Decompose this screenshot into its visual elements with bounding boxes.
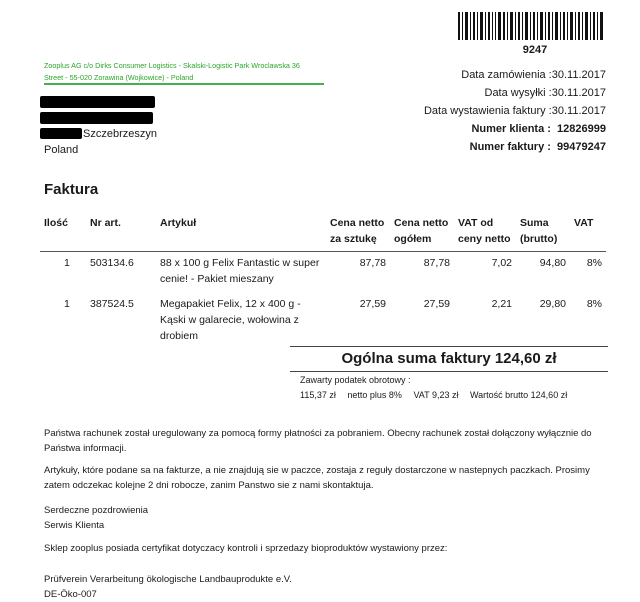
row-total-net: 27,59 [423,298,450,310]
invoice-items-table [40,212,606,350]
col-vat-amount [454,212,516,252]
sender-line-1: Zooplus AG c/o Dirks Consumer Logistics - Skalski-Logistic Park Wroclawska 36 [44,61,300,70]
invoice-number-row [470,141,606,153]
invoice-date-label: Data wystawienia faktury : [423,105,552,117]
redacted-street [40,112,153,124]
col-sum [516,212,570,252]
ship-date-label: Data wysyłki : [484,87,552,99]
total-bottom-rule [290,371,608,372]
tax-net: 115,37 zł [300,390,336,400]
tax-vat: VAT 9,23 zł [413,390,459,400]
document-title: Faktura [44,181,99,198]
barcode [458,12,604,40]
row-article: Megapakiet Felix, 12 x 400 g - Kąski w galarecie, wołowina z drobiem [160,298,301,342]
row-sum: 29,80 [539,298,566,310]
col-vat-rate: VAT [574,217,594,229]
col-total-net-line1: Cena netto [394,217,449,229]
order-date-label: Data zamówienia : [461,69,552,81]
invoice-date-row [424,105,606,117]
tax-label: Zawarty podatek obrotowy : [300,375,411,385]
certifier [44,572,604,602]
recipient-country: Poland [44,144,79,156]
table-header-row [40,212,606,252]
col-total-net-line2: ogółem [394,233,432,245]
tax-gross: Wartość brutto 124,60 zł [469,390,568,400]
order-date-row [461,69,606,81]
row-sum: 94,80 [539,257,566,269]
ship-date: 30.11.2017 [551,87,606,99]
col-article: Artykuł [160,217,197,229]
row-vat-amount: 2,21 [491,298,512,310]
sender-address [44,60,334,83]
customer-number: 12826999 [557,123,606,135]
invoice-date: 30.11.2017 [551,105,606,117]
sender-divider [44,83,324,85]
certificate-note: Sklep zooplus posiada certyfikat dotyczacy kontroli i sprzedazy bioproduktów wystawiony przez: [44,543,448,554]
certifier-name: Prüfverein Verarbeitung ökologische Landbauprodukte e.V. [44,574,292,585]
invoice-number-label: Numer faktury : [469,141,551,153]
col-sum-line1: Suma [520,217,549,229]
row-vat-rate: 8% [586,257,602,269]
col-unit-net [326,212,390,252]
greeting-line-1: Serdeczne pozdrowienia [44,505,149,516]
order-date: 30.11.2017 [551,69,606,81]
row-total-net: 87,78 [423,257,450,269]
delivery-note: Artykuły, które podane sa na fakturze, a nie znajdują sie w paczce, zostaja z reguły dostarczone w nastepnych paczkach. Prosimy zatem odczekac kolejne 2 dni robocze, zanim Panstwo sie z nami skontaktuja. [44,465,590,491]
recipient-city: Szczebrzeszyn [83,128,157,140]
col-vat-amount-line2: ceny netto [458,233,511,245]
col-unit-net-line1: Cena netto [330,217,385,229]
redacted-name [40,96,155,108]
col-total-net [390,212,454,252]
table-row [40,293,606,350]
col-vat-amount-line1: VAT od [458,217,494,229]
barcode-number: 9247 [522,44,548,56]
customer-number-row [471,123,606,135]
row-unit-net: 27,59 [359,298,386,310]
payment-note: Państwa rachunek został uregulowany za pomocą formy płatności za pobraniem. Obecny rachunek został dołączony wyłącznie do Państwa informacji. [44,428,592,454]
row-article: 88 x 100 g Felix Fantastic w super cenie! - Pakiet mieszany [160,257,320,285]
tax-net-plus: netto plus 8% [347,390,402,400]
col-sum-line2: (brutto) [520,233,558,245]
row-unit-net: 87,78 [359,257,386,269]
col-art-no: Nr art. [90,217,121,229]
certifier-code: DE-Öko-007 [44,589,97,600]
redacted-postcode [40,128,82,139]
invoice-total: Ogólna suma faktury 124,60 zł [341,350,557,367]
sender-line-2: Street - 55-020 Zorawina (Wojkowice) - Poland [44,72,194,82]
tax-breakdown [300,390,576,400]
greeting-line-2: Serwis Klienta [44,520,105,531]
col-unit-net-line2: za sztukę [330,233,377,245]
customer-number-label: Numer klienta : [471,123,551,135]
row-vat-rate: 8% [586,298,602,310]
row-qty: 1 [64,257,70,269]
ship-date-row [485,87,607,99]
invoice-number: 99479247 [557,141,606,153]
row-art-no: 387524.5 [90,298,134,310]
row-art-no: 503134.6 [90,257,134,269]
table-row [40,252,606,294]
col-qty: Ilość [44,217,68,229]
row-vat-amount: 7,02 [491,257,512,269]
greeting [44,503,604,533]
row-qty: 1 [64,298,70,310]
